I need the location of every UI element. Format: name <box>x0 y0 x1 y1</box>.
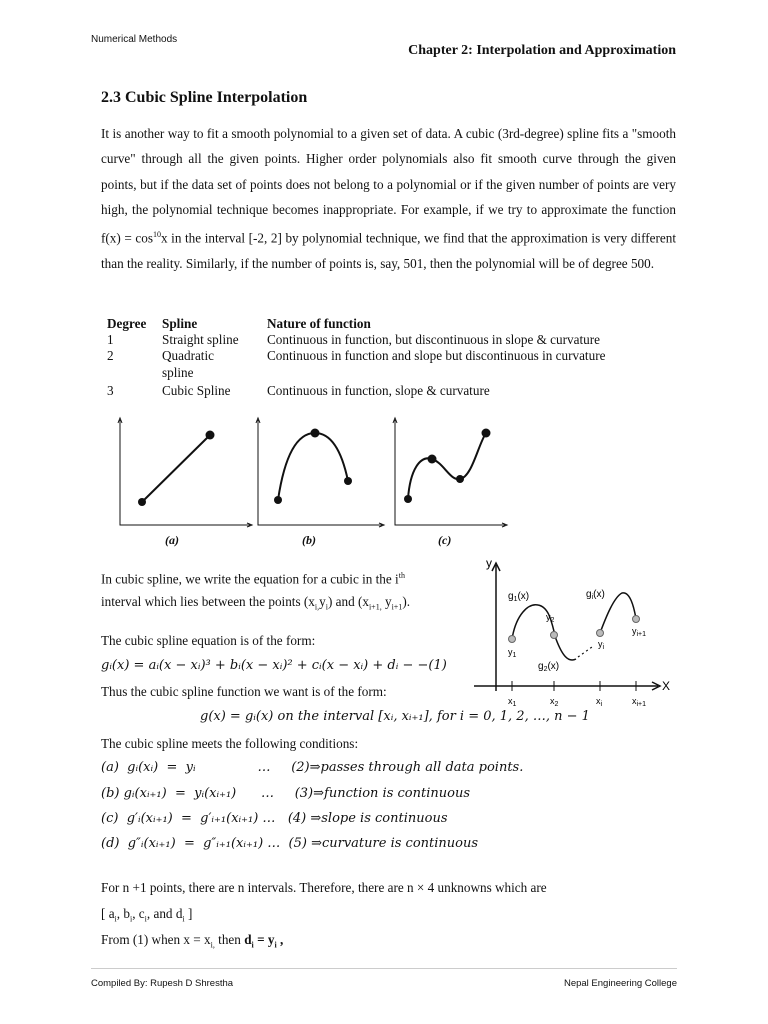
condition-d: (d) g″ᵢ(xᵢ₊₁) = g″ᵢ₊₁(xᵢ₊₁) … (5) ⇒curvature is continuous <box>101 836 479 851</box>
gi-label: $g_i(x)$ <box>586 589 605 601</box>
intro-text-2: x in the interval [-2, 2] by polynomial technique, we find that the approximation is very different than the reality. Similarly, if the number of points is, say, 501, then the polynomial will be of degree 500. <box>101 230 676 271</box>
g2-label: $g_2(x)$ <box>538 661 560 673</box>
subscript: i, <box>210 940 215 950</box>
y2-label: $y_2$ <box>546 612 555 624</box>
text-run: interval which lies between the points (x <box>101 594 315 609</box>
data-point-1 <box>509 636 516 643</box>
text-run: [ a <box>101 906 115 921</box>
unknowns-line: For n +1 points, there are n intervals. Therefore, there are n × 4 unknowns which are <box>101 880 547 895</box>
bold-run: d <box>244 932 252 947</box>
g1-label: $g_1(x)$ <box>508 591 530 603</box>
subscript: i <box>129 914 133 924</box>
table-header-spline: Spline <box>162 316 198 331</box>
cubic-intro-line-1 <box>101 568 405 587</box>
subscript: i+1 <box>391 602 403 612</box>
text-run: then <box>214 932 245 947</box>
footer-author: Compiled By: Rupesh D Shrestha <box>91 978 234 989</box>
footer-institution: Nepal Engineering College <box>563 978 677 989</box>
cubic-spline-graph <box>472 555 672 715</box>
table-cell-spline: Cubic Spline <box>162 383 231 398</box>
text-run: , and d <box>146 906 183 921</box>
table-cell-spline: Quadratic <box>162 348 214 363</box>
table-cell-spline: Straight spline <box>162 332 239 347</box>
figure-a-linear-spline <box>118 418 252 527</box>
subscript: i+1, <box>368 602 382 612</box>
table-cell-degree: 2 <box>107 348 114 363</box>
x2-label: $x_2$ <box>550 696 559 708</box>
intro-text-1: It is another way to fit a smooth polynomial to a given set of data. A cubic (3rd-degree) spline fits a "smooth curve" through all the given points. Higher order polynomials also fit smooth curve through the given points, but if the data set of points does not belong to a polynomial or if the given number of points are very high, the polynomial technique becomes inappropriate. For example, if we try to approximate the function f(x) = cos <box>101 126 676 246</box>
yi1-label: $y_{i+1}$ <box>632 626 647 638</box>
xi1-label: $x_{i+1}$ <box>632 696 647 708</box>
subscript: i <box>114 914 117 924</box>
equation-1: gᵢ(x) = aᵢ(x − xᵢ)³ + bᵢ(x − xᵢ)² + cᵢ(x − xᵢ) + dᵢ − −(1) <box>101 658 447 673</box>
header-course-name: Numerical Methods <box>91 34 178 45</box>
equation-2: g(x) = gᵢ(x) on the interval [xᵢ, xᵢ₊₁], for i = 0, 1, 2, …, n − 1 <box>200 709 590 724</box>
bold-run: = y <box>253 932 275 947</box>
y1-label: $y_1$ <box>508 647 517 659</box>
x-axis-label: X <box>662 679 671 693</box>
subscript: i <box>325 602 328 612</box>
intro-paragraph <box>101 121 676 276</box>
condition-b: (b) gᵢ(xᵢ₊₁) = yᵢ(xᵢ₊₁) … (3)⇒function is continuous <box>101 786 470 801</box>
text-run: , c <box>132 906 145 921</box>
figure-b-label: (b) <box>302 533 316 547</box>
bold-run: , <box>276 932 284 947</box>
spline-gap <box>578 647 592 657</box>
y-axis-label: y <box>486 556 492 570</box>
condition-c: (c) g′ᵢ(xᵢ₊₁) = g′ᵢ₊₁(xᵢ₊₁) … (4) ⇒slope is continuous <box>101 811 448 826</box>
x1-label: $x_1$ <box>508 696 517 708</box>
condition-a: (a) gᵢ(xᵢ) = yᵢ … (2)⇒passes through all data points. <box>101 760 524 775</box>
intro-superscript: 10 <box>152 230 161 240</box>
text-run: In cubic spline, we write the equation for a cubic in the i <box>101 571 399 587</box>
data-point-2 <box>551 632 558 639</box>
figure-b-quadratic-spline <box>256 418 384 527</box>
yi-label: $y_i$ <box>598 639 605 651</box>
table-cell-spline-cont: spline <box>162 365 194 380</box>
text-run: ). <box>402 594 411 609</box>
text-run: ] <box>184 906 193 921</box>
subscript: i <box>251 940 254 950</box>
subscript: i <box>182 914 185 924</box>
figure-c-cubic-spline <box>393 418 507 527</box>
data-point-i1 <box>633 616 640 623</box>
table-cell-nature: Continuous in function, slope & curvature <box>267 383 490 398</box>
text-run: y <box>319 594 326 609</box>
text-run: From (1) when x = x <box>101 932 211 947</box>
unknowns-list <box>101 906 192 928</box>
table-header-nature: Nature of function <box>267 316 371 331</box>
superscript: th <box>398 571 405 580</box>
table-cell-degree: 1 <box>107 332 114 347</box>
text-run: y <box>381 594 392 609</box>
subscript: i <box>274 940 277 950</box>
table-cell-nature: Continuous in function, but discontinuous in slope & curvature <box>267 332 600 347</box>
text-run: ) and (x <box>327 594 369 609</box>
equation-intro: The cubic spline equation is of the form: <box>101 633 316 648</box>
subscript: i <box>144 914 147 924</box>
spline-segment-i <box>600 593 636 633</box>
figure-a-label: (a) <box>165 533 179 547</box>
conditions-intro: The cubic spline meets the following conditions: <box>101 736 359 751</box>
spline-segment-1 <box>512 605 576 660</box>
section-title: 2.3 Cubic Spline Interpolation <box>101 89 308 106</box>
subscript: i, <box>314 602 320 612</box>
data-point-i <box>597 630 604 637</box>
text-run: , b <box>116 906 130 921</box>
cubic-intro-line-2 <box>101 594 410 616</box>
header-chapter-title: Chapter 2: Interpolation and Approximation <box>408 43 676 58</box>
table-header-degree: Degree <box>107 316 147 331</box>
table-cell-nature: Continuous in function and slope but discontinuous in curvature <box>267 348 606 363</box>
xi-label: $x_i$ <box>596 696 603 708</box>
from-line <box>101 932 283 954</box>
figure-c-label: (c) <box>438 533 452 547</box>
thus-line: Thus the cubic spline function we want is of the form: <box>101 684 387 699</box>
footer-rule <box>91 968 677 969</box>
table-cell-degree: 3 <box>107 383 114 398</box>
